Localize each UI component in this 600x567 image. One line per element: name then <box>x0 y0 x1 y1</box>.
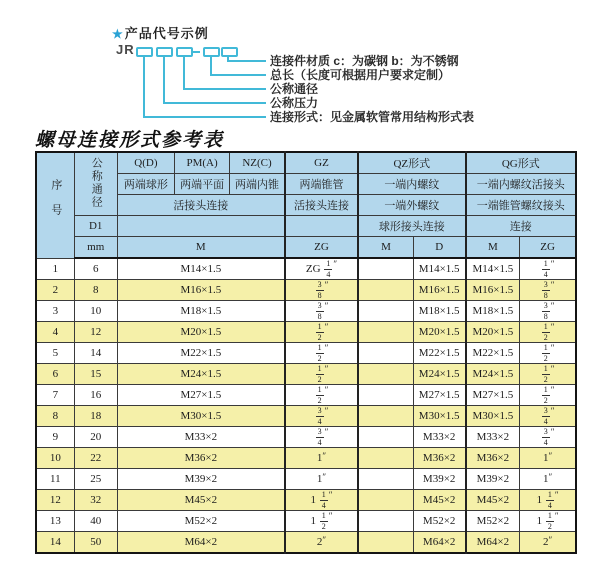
table-row <box>36 322 576 343</box>
cell-seq: 6 <box>36 364 74 385</box>
cell-seq: 2 <box>36 280 74 301</box>
cell-m: M27×1.5 <box>117 385 285 406</box>
header-row-ends <box>36 174 576 195</box>
cell-mm: 20 <box>74 427 117 448</box>
cell-mm: 50 <box>74 532 117 554</box>
table-row <box>36 343 576 364</box>
cell-mm: 25 <box>74 469 117 490</box>
cell-qz-d: M64×2 <box>413 532 465 554</box>
callout-line <box>210 55 212 75</box>
cell-m: M22×1.5 <box>117 343 285 364</box>
cell-m: M24×1.5 <box>117 364 285 385</box>
reference-table <box>35 151 577 554</box>
cell-qg-zg: $\frac{1}{2}$ ″ <box>520 322 576 343</box>
cell-m: M14×1.5 <box>117 258 285 280</box>
cell-m: M20×1.5 <box>117 322 285 343</box>
diagram-label-connection: 连接形式：见金属软管常用结构形式表 <box>270 110 475 124</box>
cell-qz-m <box>358 469 413 490</box>
cell-qz-m <box>358 532 413 554</box>
cell-qz-m <box>358 364 413 385</box>
header-conn-gz: 活接头连接 <box>285 195 358 216</box>
cell-gz: $\frac{3}{8}$ ″ <box>285 280 358 301</box>
cell-qg-m: M20×1.5 <box>466 322 520 343</box>
cell-qg-m: M36×2 <box>466 448 520 469</box>
cell-gz: 2″ <box>285 532 358 554</box>
cell-mm: 16 <box>74 385 117 406</box>
diagram-heading-text: 产品代号示例 <box>124 26 209 41</box>
cell-seq: 14 <box>36 532 74 554</box>
cell-gz: $\frac{1}{2}$ ″ <box>285 322 358 343</box>
code-dash <box>191 51 200 53</box>
cell-mm: 15 <box>74 364 117 385</box>
callout-line <box>143 116 266 118</box>
cell-qg-m: M27×1.5 <box>466 385 520 406</box>
cell-qz-m <box>358 322 413 343</box>
cell-qg-m: M64×2 <box>466 532 520 554</box>
cell-mm: 6 <box>74 258 117 280</box>
diagram-label-length: 总长（长度可根据用户要求定制） <box>270 68 451 82</box>
header-group-qd: Q(D) <box>117 152 174 174</box>
header-ends-gz: 两端锥管 <box>285 174 358 195</box>
table-row <box>36 258 576 280</box>
header-group-nzc: NZ(C) <box>230 152 285 174</box>
header-unit-qz-m: M <box>358 237 413 259</box>
cell-mm: 10 <box>74 301 117 322</box>
header-conn-qg: 一端锥管螺纹接头 <box>466 195 576 216</box>
cell-m: M45×2 <box>117 490 285 511</box>
header-d1: D1 <box>74 216 117 237</box>
header-ends-nzc: 两端内锥 <box>230 174 285 195</box>
callout-line <box>183 55 185 89</box>
cell-qg-m: M30×1.5 <box>466 406 520 427</box>
cell-m: M52×2 <box>117 511 285 532</box>
cell-qg-zg: $\frac{1}{2}$ ″ <box>520 343 576 364</box>
table-row <box>36 511 576 532</box>
table-row <box>36 469 576 490</box>
table-body <box>36 258 576 553</box>
cell-qg-m: M45×2 <box>466 490 520 511</box>
cell-gz: $\frac{1}{2}$ ″ <box>285 385 358 406</box>
cell-seq: 12 <box>36 490 74 511</box>
diagram-label-pressure: 公称压力 <box>270 96 319 110</box>
cell-qz-d: M36×2 <box>413 448 465 469</box>
header-d1-blank-gz <box>285 216 358 237</box>
header-mm: mm <box>74 237 117 259</box>
cell-m: M36×2 <box>117 448 285 469</box>
cell-gz: $\frac{3}{4}$ ″ <box>285 427 358 448</box>
cell-qz-m <box>358 490 413 511</box>
cell-gz: 1″ <box>285 448 358 469</box>
cell-mm: 40 <box>74 511 117 532</box>
cell-seq: 4 <box>36 322 74 343</box>
cell-m: M16×1.5 <box>117 280 285 301</box>
cell-qz-d: M18×1.5 <box>413 301 465 322</box>
header-ends-qg: 一端内螺纹活接头 <box>466 174 576 195</box>
cell-qz-d: M27×1.5 <box>413 385 465 406</box>
cell-qg-m: M22×1.5 <box>466 343 520 364</box>
cell-qz-d: M30×1.5 <box>413 406 465 427</box>
cell-qz-m <box>358 427 413 448</box>
cell-qz-m <box>358 280 413 301</box>
cell-qz-m <box>358 258 413 280</box>
header-unit-qg-m: M <box>466 237 520 259</box>
cell-m: M39×2 <box>117 469 285 490</box>
cell-seq: 5 <box>36 343 74 364</box>
table-row <box>36 280 576 301</box>
cell-qg-zg: 1 $\frac{1}{2}$ ″ <box>520 511 576 532</box>
cell-qg-m: M18×1.5 <box>466 301 520 322</box>
cell-qz-d: M45×2 <box>413 490 465 511</box>
diagram-label-material: 连接件材质 c：为碳钢 b：为不锈钢 <box>270 54 459 68</box>
header-conn-qz: 一端外螺纹 <box>358 195 465 216</box>
callout-line <box>183 88 266 90</box>
cell-gz: 1 $\frac{1}{4}$ ″ <box>285 490 358 511</box>
diagram-heading <box>112 23 209 42</box>
cell-qz-d: M24×1.5 <box>413 364 465 385</box>
cell-seq: 13 <box>36 511 74 532</box>
cell-qz-d: M20×1.5 <box>413 322 465 343</box>
header-row-groups <box>36 152 576 174</box>
table-row <box>36 532 576 554</box>
header-unit-m: M <box>117 237 285 259</box>
cell-qg-m: M16×1.5 <box>466 280 520 301</box>
cell-m: M18×1.5 <box>117 301 285 322</box>
header-conn2-qg: 连接 <box>466 216 576 237</box>
table-row <box>36 448 576 469</box>
cell-gz: $\frac{3}{4}$ ″ <box>285 406 358 427</box>
header-unit-zg: ZG <box>285 237 358 259</box>
cell-seq: 3 <box>36 301 74 322</box>
cell-qg-zg: $\frac{1}{2}$ ″ <box>520 364 576 385</box>
cell-gz: 1″ <box>285 469 358 490</box>
table-header <box>36 152 576 258</box>
cell-qz-m <box>358 406 413 427</box>
cell-mm: 22 <box>74 448 117 469</box>
cell-qg-m: M24×1.5 <box>466 364 520 385</box>
cell-mm: 32 <box>74 490 117 511</box>
cell-qz-d: M33×2 <box>413 427 465 448</box>
cell-qg-zg: $\frac{3}{4}$ ″ <box>520 427 576 448</box>
callout-line <box>163 102 266 104</box>
header-group-qg: QG形式 <box>466 152 576 174</box>
table-row <box>36 364 576 385</box>
cell-qg-m: M52×2 <box>466 511 520 532</box>
callout-line <box>143 55 145 117</box>
header-ends-qd: 两端球形 <box>117 174 174 195</box>
cell-qg-zg: $\frac{1}{2}$ ″ <box>520 385 576 406</box>
cell-qg-zg: $\frac{3}{8}$ ″ <box>520 301 576 322</box>
table-row <box>36 490 576 511</box>
cell-qg-zg: $\frac{1}{4}$ ″ <box>520 258 576 280</box>
cell-seq: 11 <box>36 469 74 490</box>
cell-qz-m <box>358 385 413 406</box>
header-unit-qg-zg: ZG <box>520 237 576 259</box>
header-nominal-diameter: 公称通径 <box>74 152 117 216</box>
table-row <box>36 427 576 448</box>
star-icon: ★ <box>112 27 124 41</box>
cell-m: M30×1.5 <box>117 406 285 427</box>
cell-qg-m: M14×1.5 <box>466 258 520 280</box>
header-conn2-qz: 球形接头连接 <box>358 216 465 237</box>
cell-m: M64×2 <box>117 532 285 554</box>
cell-gz: $\frac{3}{8}$ ″ <box>285 301 358 322</box>
cell-qg-zg: $\frac{3}{8}$ ″ <box>520 280 576 301</box>
header-ends-qz: 一端内螺纹 <box>358 174 465 195</box>
cell-qz-m <box>358 448 413 469</box>
cell-seq: 9 <box>36 427 74 448</box>
cell-qz-m <box>358 511 413 532</box>
code-box <box>221 47 238 57</box>
header-seq: 序号 <box>36 152 74 258</box>
cell-gz: 1 $\frac{1}{2}$ ″ <box>285 511 358 532</box>
cell-qg-m: M39×2 <box>466 469 520 490</box>
table-row <box>36 385 576 406</box>
header-row-connection <box>36 195 576 216</box>
header-group-pma: PM(A) <box>174 152 229 174</box>
cell-gz: ZG $\frac{1}{4}$ ″ <box>285 258 358 280</box>
header-row-units <box>36 237 576 259</box>
cell-seq: 10 <box>36 448 74 469</box>
diagram-label-diameter: 公称通径 <box>270 82 319 96</box>
cell-qg-zg: 1 $\frac{1}{4}$ ″ <box>520 490 576 511</box>
header-group-qz: QZ形式 <box>358 152 465 174</box>
header-ends-pma: 两端平面 <box>174 174 229 195</box>
cell-qz-d: M39×2 <box>413 469 465 490</box>
header-row-d1 <box>36 216 576 237</box>
cell-mm: 14 <box>74 343 117 364</box>
cell-qz-d: M52×2 <box>413 511 465 532</box>
product-code-prefix: JR <box>116 42 135 57</box>
cell-qg-m: M33×2 <box>466 427 520 448</box>
cell-gz: $\frac{1}{2}$ ″ <box>285 343 358 364</box>
cell-seq: 1 <box>36 258 74 280</box>
cell-gz: $\frac{1}{2}$ ″ <box>285 364 358 385</box>
callout-line <box>163 55 165 103</box>
cell-qz-m <box>358 301 413 322</box>
cell-qg-zg: 1″ <box>520 469 576 490</box>
callout-line <box>227 60 266 62</box>
cell-seq: 7 <box>36 385 74 406</box>
cell-mm: 12 <box>74 322 117 343</box>
callout-line <box>210 74 266 76</box>
cell-mm: 8 <box>74 280 117 301</box>
header-group-gz: GZ <box>285 152 358 174</box>
table-row <box>36 406 576 427</box>
cell-m: M33×2 <box>117 427 285 448</box>
cell-qz-d: M22×1.5 <box>413 343 465 364</box>
header-unit-qz-d: D <box>413 237 465 259</box>
cell-seq: 8 <box>36 406 74 427</box>
cell-qg-zg: 2″ <box>520 532 576 554</box>
table-row <box>36 301 576 322</box>
header-d1-blank <box>117 216 285 237</box>
cell-qz-d: M14×1.5 <box>413 258 465 280</box>
cell-qg-zg: 1″ <box>520 448 576 469</box>
cell-qz-d: M16×1.5 <box>413 280 465 301</box>
header-conn-union: 活接头连接 <box>117 195 285 216</box>
table-title: 螺母连接形式参考表 <box>35 130 225 151</box>
cell-mm: 18 <box>74 406 117 427</box>
cell-qz-m <box>358 343 413 364</box>
cell-qg-zg: $\frac{3}{4}$ ″ <box>520 406 576 427</box>
